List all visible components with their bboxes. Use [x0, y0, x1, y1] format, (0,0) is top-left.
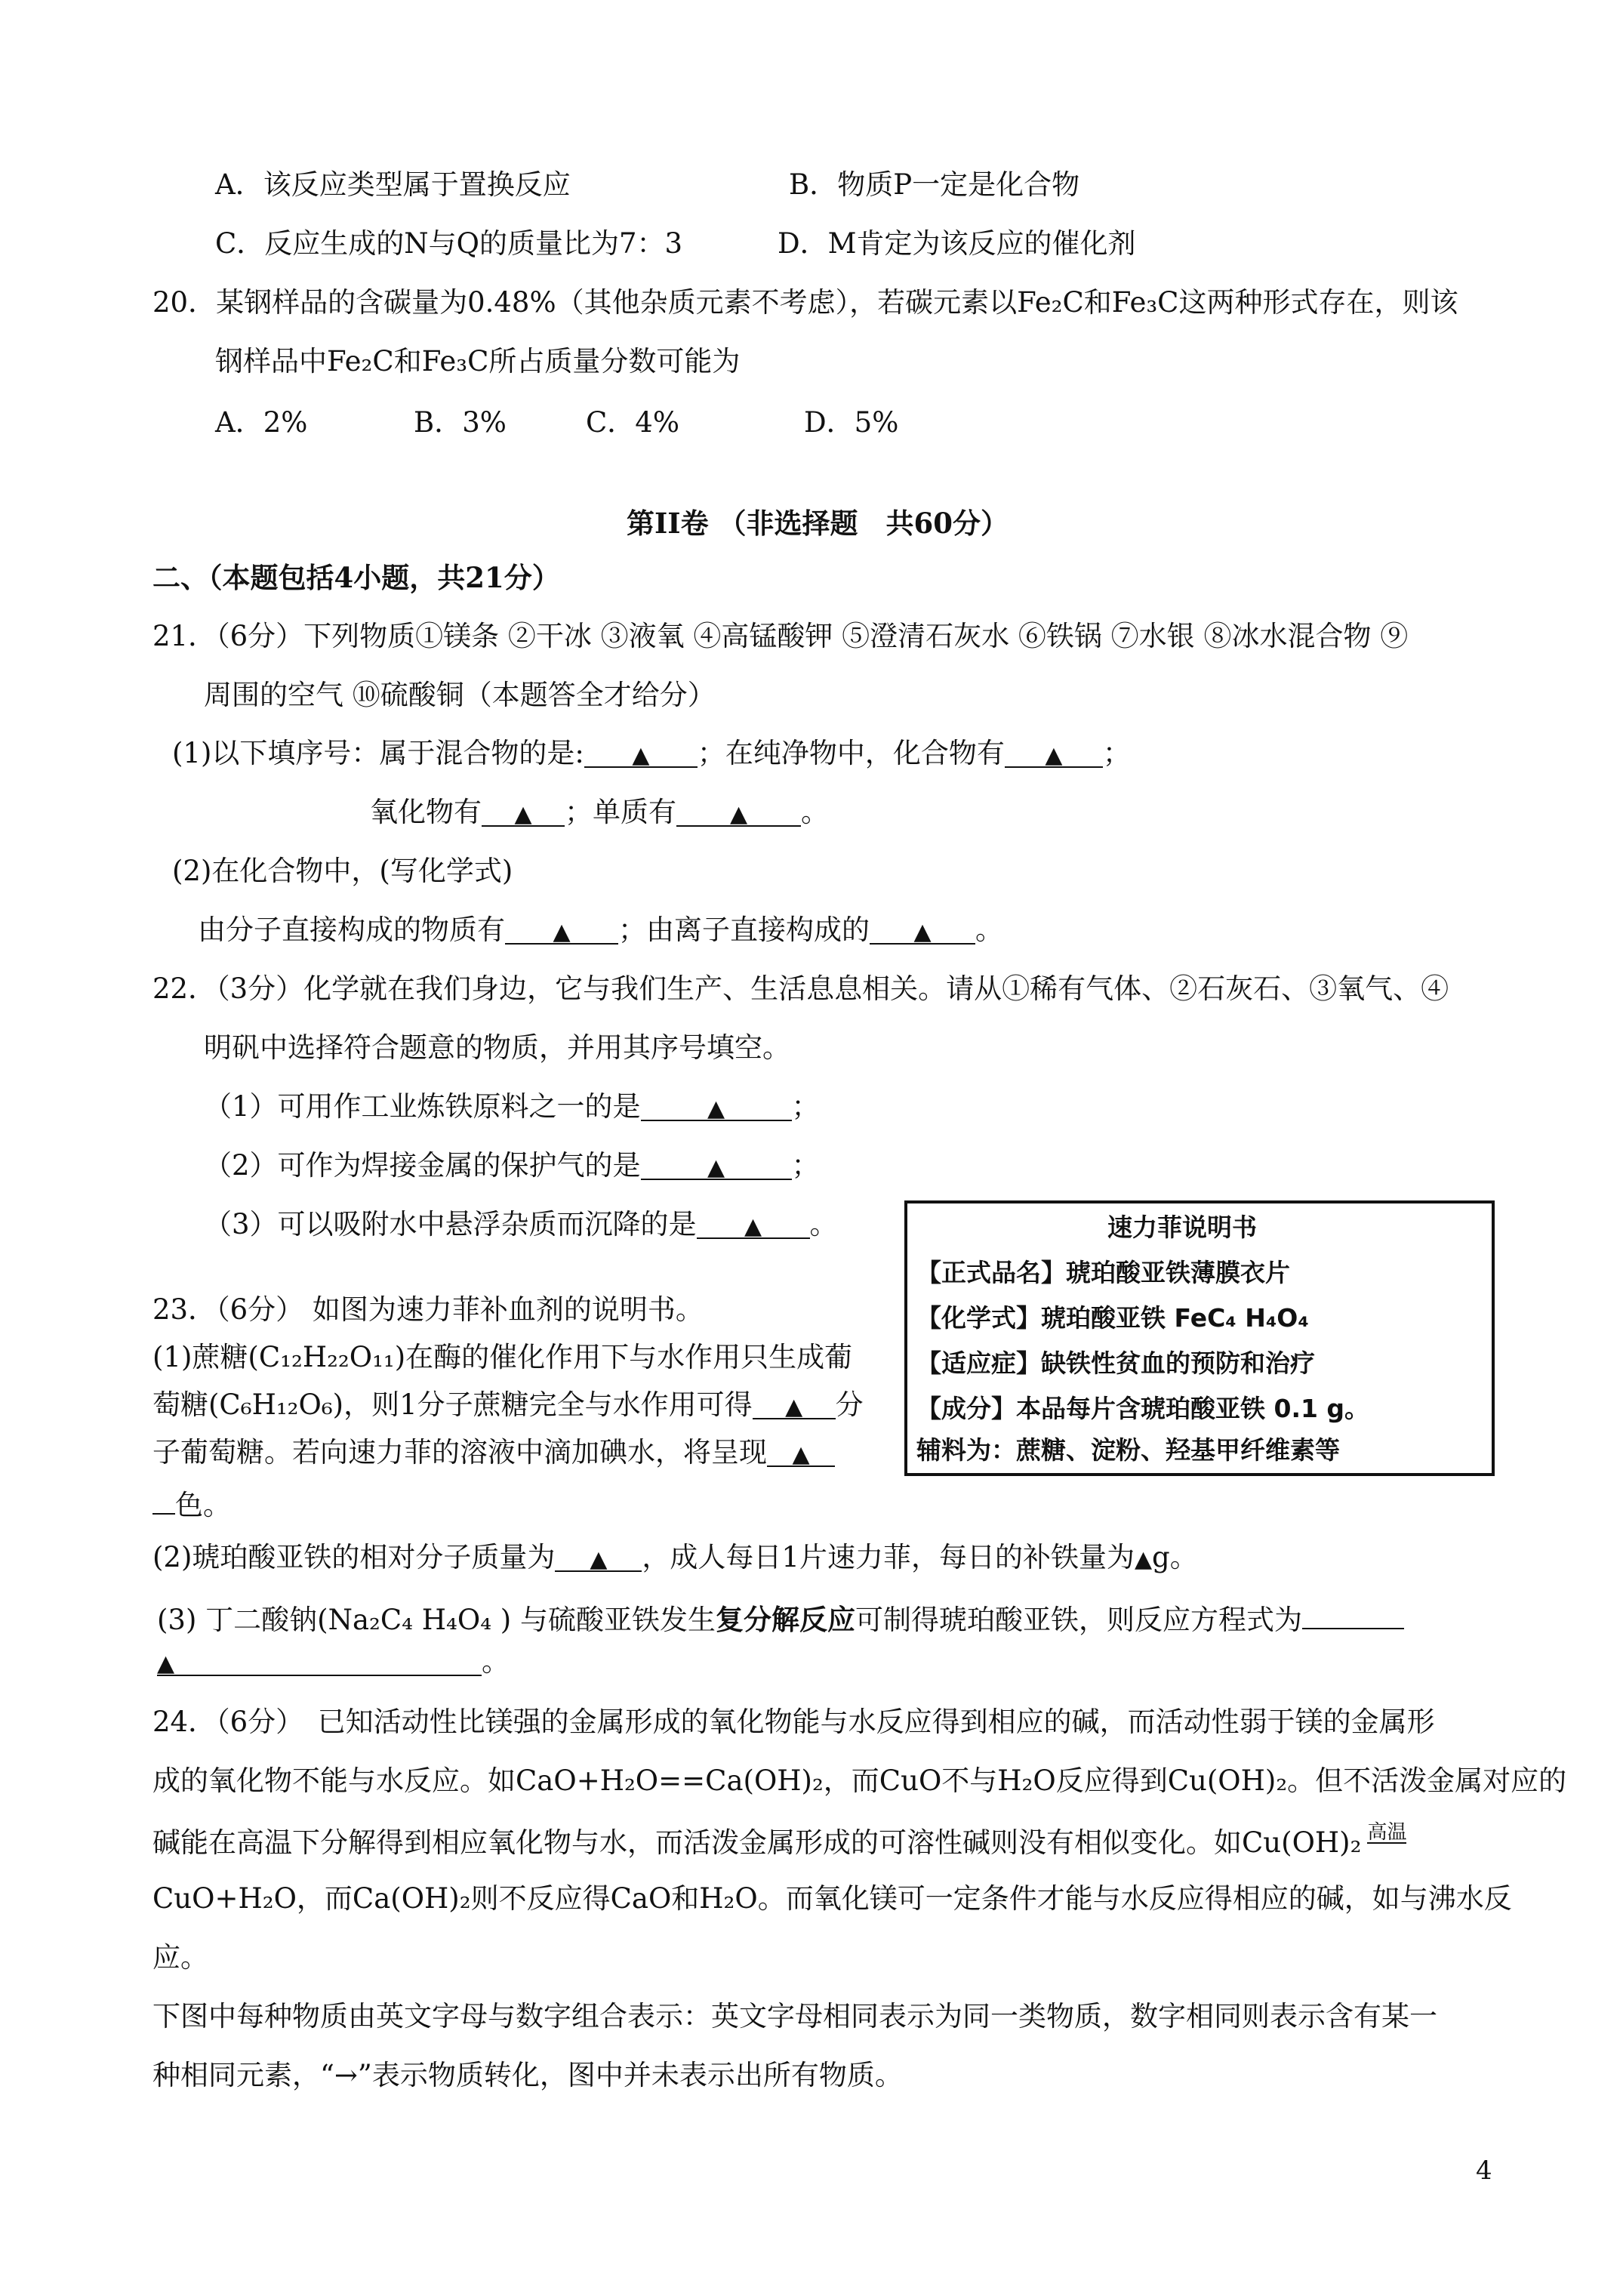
answer-marker: ▲	[157, 1650, 175, 1677]
punctuation: 。	[482, 1645, 510, 1678]
answer-marker: ▲	[553, 919, 571, 945]
q23-p1-color-suffix: 色。	[175, 1489, 231, 1521]
q24-line7: 种相同元素，“→”表示物质转化，图中并未表示出所有物质。	[152, 2059, 903, 2091]
q23-p3-prompt-end: 可制得琥珀酸亚铁，则反应方程式为	[855, 1604, 1302, 1636]
q23-stem: 23．（6分） 如图为速力菲补血剂的说明书。	[152, 1293, 704, 1326]
q22-sub3	[204, 1207, 838, 1242]
q23-part1-line3	[152, 1435, 835, 1470]
q23-blank-equation[interactable]	[1302, 1598, 1404, 1629]
q23-p1-prompt-count: 萄糖(C₆H₁₂O₆)，则1分子蔗糖完全与水作用可得	[152, 1388, 753, 1421]
label-line-name: 【正式品名】琥珀酸亚铁薄膜衣片	[916, 1258, 1290, 1287]
punctuation: 。	[975, 914, 1003, 946]
q23-part3-line1	[157, 1598, 1404, 1638]
q22-sub1-prompt: （1）可用作工业炼铁原料之一的是	[204, 1090, 641, 1123]
q24-line2: 成的氧化物不能与水反应。如CaO+H₂O==Ca(OH)₂，而CuO不与H₂O反应得到Cu(OH)₂。但不活泼金属对应的	[152, 1764, 1567, 1797]
q21-part2-line2	[198, 913, 1003, 948]
q23-blank-equation-cont[interactable]	[157, 1644, 482, 1676]
q21-stem-line1: 21．（6分）下列物质①镁条 ②干冰 ③液氧 ④高锰酸钾 ⑤澄清石灰水 ⑥铁锅 ⑦水银 ⑧冰水混合物 ⑨	[152, 620, 1409, 652]
q23-blank-color-cont	[152, 1483, 175, 1515]
q21-part2-line1: (2)在化合物中，(写化学式)	[172, 855, 513, 887]
q23-part3-line2	[157, 1644, 510, 1679]
q21-blank-mixture[interactable]	[584, 736, 698, 768]
q22-sub2-prompt: （2）可作为焊接金属的保护气的是	[204, 1149, 641, 1182]
q23-part1-line4	[152, 1483, 231, 1523]
answer-marker: ▲	[792, 1441, 810, 1468]
punctuation: ；	[791, 1090, 820, 1123]
punctuation: ；	[1102, 737, 1131, 769]
q23-blank-molar-mass[interactable]	[555, 1540, 642, 1572]
q23-blank-glucose-count[interactable]	[753, 1388, 836, 1419]
answer-marker: ▲	[729, 801, 748, 827]
q24-line5: 应。	[152, 1941, 208, 1974]
q21-blank-element[interactable]	[676, 795, 801, 827]
punctuation: 。	[809, 1208, 838, 1240]
q22-sub1	[204, 1089, 820, 1124]
answer-marker: ▲	[632, 742, 650, 769]
answer-marker: ▲	[744, 1213, 762, 1240]
q21-blank-molecular[interactable]	[505, 913, 618, 945]
q23-part2	[152, 1540, 1198, 1577]
label-line-excipient: 辅料为：蔗糖、淀粉、羟基甲纤维素等	[916, 1435, 1340, 1465]
product-label-box	[904, 1200, 1495, 1476]
q19-option-a: A．该反应类型属于置换反应	[215, 168, 571, 201]
q23-part1-line1: (1)蔗糖(C₁₂H₂₂O₁₁)在酶的催化作用下与水作用只生成葡	[152, 1341, 853, 1373]
q21-p1-prompt-mixture: (1)以下填序号：属于混合物的是:	[172, 737, 584, 769]
answer-marker: ▲	[707, 1096, 725, 1122]
answer-marker: ▲	[913, 919, 932, 945]
q23-p3-prompt: (3) 丁二酸钠(Na₂C₄ H₄O₄ ) 与硫酸亚铁发生	[157, 1604, 716, 1636]
part2-header: 二、（本题包括4小题，共21分）	[152, 561, 560, 594]
answer-marker: ▲	[707, 1154, 725, 1181]
q23-p3-bold-term: 复分解反应	[716, 1603, 855, 1636]
q22-blank-1[interactable]	[641, 1089, 792, 1121]
label-line-formula: 【化学式】琥珀酸亚铁 FeC₄ H₄O₄	[916, 1303, 1309, 1333]
q24-line4: CuO+H₂O，而Ca(OH)₂则不反应得CaO和H₂O。而氧化镁可一定条件才能与水反应得相应的碱，如与沸水反	[152, 1882, 1512, 1915]
q21-p2-prompt-molecular: 由分子直接构成的物质有	[198, 914, 505, 946]
q19-option-c: C．反应生成的N与Q的质量比为7：3	[215, 227, 683, 260]
q22-stem-line1: 22．（3分）化学就在我们身边，它与我们生产、生活息息相关。请从①稀有气体、②石灰石、③氧气、④	[152, 972, 1449, 1005]
punctuation: 。	[801, 796, 829, 828]
answer-marker: ▲	[1045, 742, 1063, 769]
q21-part1-line1	[172, 736, 1131, 771]
q23-blank-color[interactable]	[767, 1435, 835, 1467]
q24-line3	[152, 1823, 1406, 1860]
q22-sub2	[204, 1148, 820, 1183]
q22-blank-2[interactable]	[641, 1148, 792, 1180]
q24-line6: 下图中每种物质由英文字母与数字组合表示：英文字母相同表示为同一类物质，数字相同则表示含有某一	[152, 2000, 1437, 2032]
q21-blank-ionic[interactable]	[870, 913, 975, 945]
label-line-ingredient: 【成分】本品每片含琥珀酸亚铁 0.1 g。	[916, 1394, 1370, 1423]
q21-part1-line2	[370, 795, 829, 830]
q23-p1-prompt-color: 子葡萄糖。若向速力菲的溶液中滴加碘水，将呈现	[152, 1436, 767, 1469]
q20-stem-line1: 20．某钢样品的含碳量为0.48%（其他杂质元素不考虑），若碳元素以Fe₂C和Fe₃C这两种形式存在，则该	[152, 286, 1458, 319]
answer-marker: ▲	[785, 1394, 803, 1420]
q21-stem-line2: 周围的空气 ⑩硫酸铜（本题答全才给分）	[204, 679, 716, 711]
page-number: 4	[1476, 2156, 1492, 2186]
q23-p2-prompt-iron: ，成人每日1片速力菲，每日的补铁量为	[642, 1541, 1135, 1573]
q22-stem-line2: 明矾中选择符合题意的物质，并用其序号填空。	[204, 1031, 790, 1064]
q20-option-a: A．2%	[215, 406, 308, 439]
q21-blank-compound[interactable]	[1005, 736, 1103, 768]
q21-p1-prompt-compound: ；在纯净物中，化合物有	[697, 737, 1005, 769]
punctuation: ；	[791, 1149, 820, 1182]
section2-title: 第II卷 （非选择题 共60分）	[627, 507, 1009, 540]
q23-p2-prompt-mass: (2)琥珀酸亚铁的相对分子质量为	[152, 1541, 556, 1573]
answer-marker: ▲	[514, 801, 532, 827]
q24-line3-text: 碱能在高温下分解得到相应氧化物与水，而活泼金属形成的可溶性碱则没有相似变化。如Cu(OH)₂	[152, 1826, 1362, 1859]
q23-part1-line2	[152, 1388, 864, 1422]
q21-p1-prompt-element: ；单质有	[565, 796, 676, 828]
q22-sub3-prompt: （3）可以吸附水中悬浮杂质而沉降的是	[204, 1208, 697, 1240]
q24-reaction-condition: 高温	[1367, 1821, 1407, 1844]
q20-stem-line2: 钢样品中Fe₂C和Fe₃C所占质量分数可能为	[215, 345, 741, 378]
q20-option-c: C．4%	[586, 406, 680, 439]
q21-blank-oxide[interactable]	[482, 795, 565, 827]
q19-option-b: B．物质P一定是化合物	[789, 168, 1080, 201]
q23-p1-unit: 分	[835, 1388, 864, 1421]
q20-option-b: B．3%	[414, 406, 507, 439]
q22-blank-3[interactable]	[697, 1207, 810, 1239]
label-line-indication: 【适应症】缺铁性贫血的预防和治疗	[916, 1348, 1315, 1378]
q23-blank-iron-amount[interactable]: ▲	[1134, 1546, 1153, 1573]
q20-option-d: D．5%	[804, 406, 899, 439]
label-title: 速力菲说明书	[1107, 1213, 1257, 1242]
q23-p2-unit: g。	[1152, 1541, 1198, 1573]
q24-line1: 24．（6分） 已知活动性比镁强的金属形成的氧化物能与水反应得到相应的碱，而活动性弱于镁的金属形	[152, 1706, 1435, 1738]
q21-p1-prompt-oxide: 氧化物有	[370, 796, 482, 828]
q19-option-d: D．M肯定为该反应的催化剂	[778, 227, 1136, 260]
q21-p2-prompt-ionic: ；由离子直接构成的	[618, 914, 870, 946]
answer-marker: ▲	[590, 1546, 608, 1573]
